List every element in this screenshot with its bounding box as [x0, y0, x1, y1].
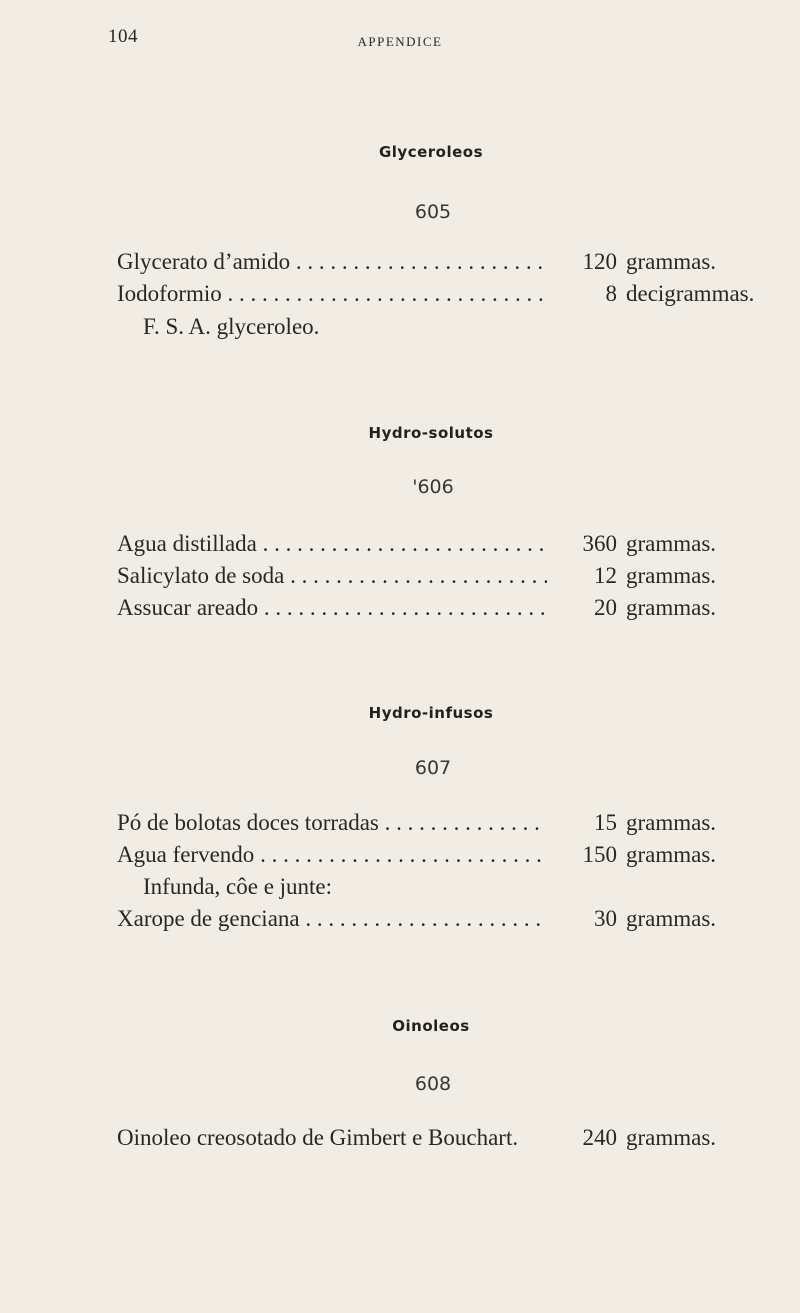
ingredient-name: Assucar areado . . . — [117, 593, 547, 623]
quantity-value: 8 — [605, 281, 617, 306]
running-head: APPENDICE — [357, 34, 443, 49]
ingredient-quantity — [577, 1123, 716, 1153]
ingredient-quantity — [577, 840, 716, 870]
quantity-unit: grammas. — [626, 531, 717, 556]
page-number: 104 — [108, 26, 138, 47]
ingredient-line — [117, 904, 777, 934]
quantity-value: 120 — [582, 249, 617, 274]
ingredient-line — [117, 247, 777, 277]
quantity-value: 240 — [582, 1125, 617, 1150]
ingredient-line — [117, 279, 777, 309]
ingredient-name: Pó de bolotas doces torradas . . . — [117, 808, 547, 838]
quantity-value: 15 — [594, 810, 617, 835]
ingredient-name: Salicylato de soda . . . — [117, 561, 547, 591]
ingredient-quantity — [577, 561, 716, 591]
quantity-unit: grammas. — [626, 842, 717, 867]
ingredient-quantity — [577, 904, 716, 934]
quantity-unit: grammas. — [626, 1125, 717, 1150]
quantity-unit: grammas. — [626, 810, 717, 835]
section-heading-glyceroleos: Glyceroleos — [378, 143, 484, 161]
ingredient-line — [117, 529, 777, 559]
quantity-unit: grammas. — [626, 249, 717, 274]
ingredient-quantity — [577, 808, 716, 838]
quantity-unit: decigrammas. — [626, 281, 755, 306]
formula-number-608: 608 — [414, 1073, 452, 1095]
quantity-value: 30 — [594, 906, 617, 931]
formula-number-607: 607 — [414, 757, 452, 779]
quantity-unit: grammas. — [626, 906, 717, 931]
ingredient-name: Oinoleo creosotado de Gimbert e Bouchart. — [117, 1125, 519, 1150]
quantity-unit: grammas. — [626, 563, 717, 588]
ingredient-name: Iodoformio . . . — [117, 279, 547, 309]
quantity-unit: grammas. — [626, 595, 717, 620]
ingredient-line — [117, 1123, 777, 1153]
ingredient-name: Agua fervendo . . . — [117, 840, 547, 870]
preparation-instruction: F. S. A. glyceroleo. — [143, 314, 320, 339]
quantity-value: 12 — [594, 563, 617, 588]
ingredient-name: Glycerato d’amido . . . — [117, 247, 547, 277]
ingredient-quantity — [577, 247, 716, 277]
section-heading-hydro-infusos: Hydro-infusos — [368, 704, 494, 722]
ingredient-line — [117, 593, 777, 623]
ingredient-quantity — [577, 529, 716, 559]
preparation-instruction: Infunda, côe e junte: — [143, 874, 333, 899]
ingredient-name: Agua distillada . . . — [117, 529, 547, 559]
ingredient-line — [117, 840, 777, 870]
ingredient-line — [117, 808, 777, 838]
quantity-value: 150 — [582, 842, 617, 867]
formula-number-606: '606 — [412, 476, 454, 498]
ingredient-name: Xarope de genciana . . . — [117, 904, 547, 934]
quantity-value: 20 — [594, 595, 617, 620]
ingredient-quantity — [577, 593, 716, 623]
section-heading-hydro-solutos: Hydro-solutos — [368, 424, 494, 442]
formula-number-605: 605 — [414, 201, 452, 223]
section-heading-oinoleos: Oinoleos — [392, 1017, 470, 1035]
ingredient-line — [117, 561, 777, 591]
quantity-value: 360 — [582, 531, 617, 556]
ingredient-quantity — [577, 279, 754, 309]
